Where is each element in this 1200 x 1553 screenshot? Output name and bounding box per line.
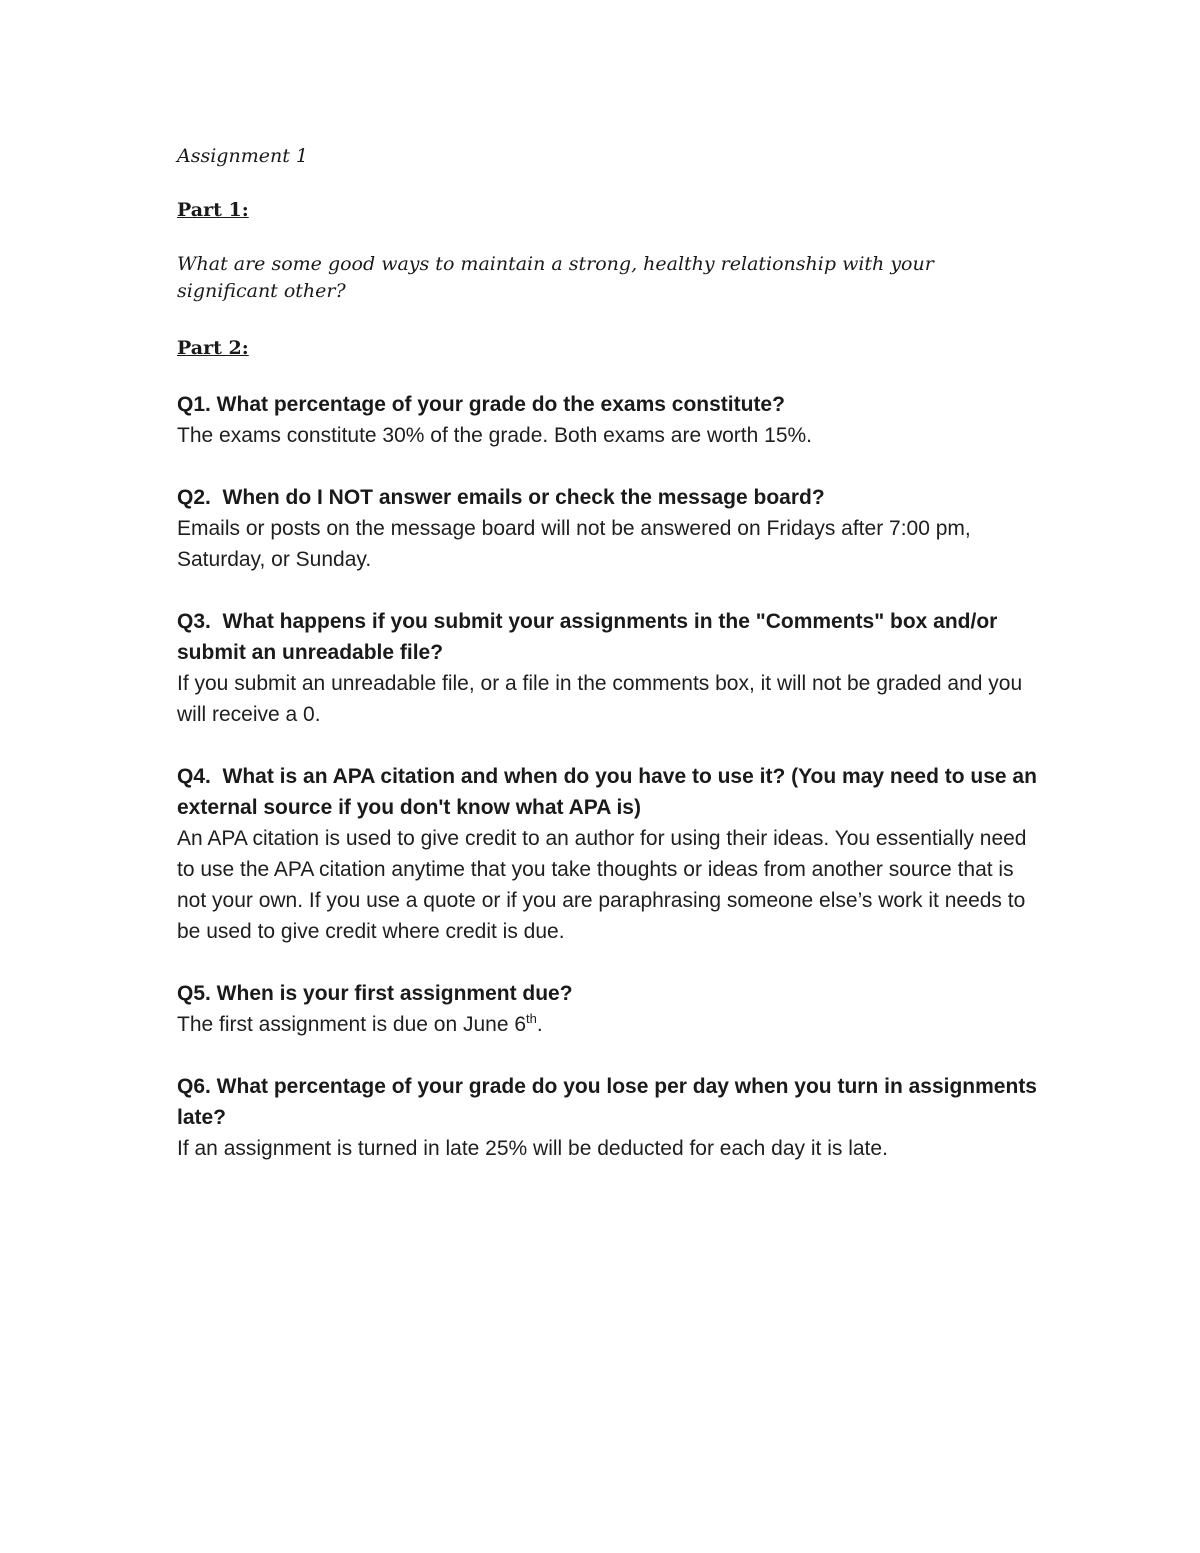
- question-6: Q6. What percentage of your grade do you lose per day when you turn in assignments late?: [177, 1075, 1043, 1129]
- answer-6: If an assignment is turned in late 25% will be deducted for each day it is late.: [177, 1137, 888, 1160]
- part1-prompt: What are some good ways to maintain a strong, healthy relationship with your significant other?: [177, 253, 934, 302]
- answer-5-period: .: [536, 1013, 543, 1036]
- qa-item-2: [177, 482, 1037, 575]
- answer-3: If you submit an unreadable file, or a file in the comments box, it will not be graded and you will receive a 0.: [177, 672, 1023, 726]
- qa-item-5: [177, 978, 1037, 1040]
- question-4: Q4. What is an APA citation and when do you have to use it? (You may need to use an external source if you don't know what APA is): [177, 765, 1043, 819]
- question-1: Q1. What percentage of your grade do the exams constitute?: [177, 393, 785, 416]
- answer-5-text: The first assignment is due on June 6: [177, 1013, 527, 1036]
- part1-heading: Part 1:: [177, 199, 249, 221]
- answer-5-superscript: th: [526, 1011, 537, 1026]
- answer-1: The exams constitute 30% of the grade. Both exams are worth 15%.: [177, 424, 813, 447]
- qa-item-4: [177, 761, 1043, 947]
- qa-item-3: [177, 606, 1037, 730]
- answer-4: An APA citation is used to give credit to an author for using their ideas. You essentially need to use the APA citation anytime that you take thoughts or ideas from another source that is not your own. If you use a quote or if you are paraphrasing someone else’s work it needs to be used to give credit where credit is due.: [177, 827, 1027, 943]
- question-3: Q3. What happens if you submit your assignments in the "Comments" box and/or submit an unreadable file?: [177, 610, 1004, 664]
- qa-item-1: [177, 389, 1037, 451]
- part2-heading: Part 2:: [177, 337, 249, 359]
- document-title: Assignment 1: [177, 145, 308, 167]
- qa-item-6: [177, 1071, 1043, 1164]
- question-2: Q2. When do I NOT answer emails or check the message board?: [177, 486, 825, 509]
- answer-5: [177, 1009, 1037, 1040]
- question-5: Q5. When is your first assignment due?: [177, 982, 573, 1005]
- document-body: [177, 142, 1043, 1195]
- answer-2: Emails or posts on the message board will not be answered on Fridays after 7:00 pm, Saturday, or Sunday.: [177, 517, 971, 571]
